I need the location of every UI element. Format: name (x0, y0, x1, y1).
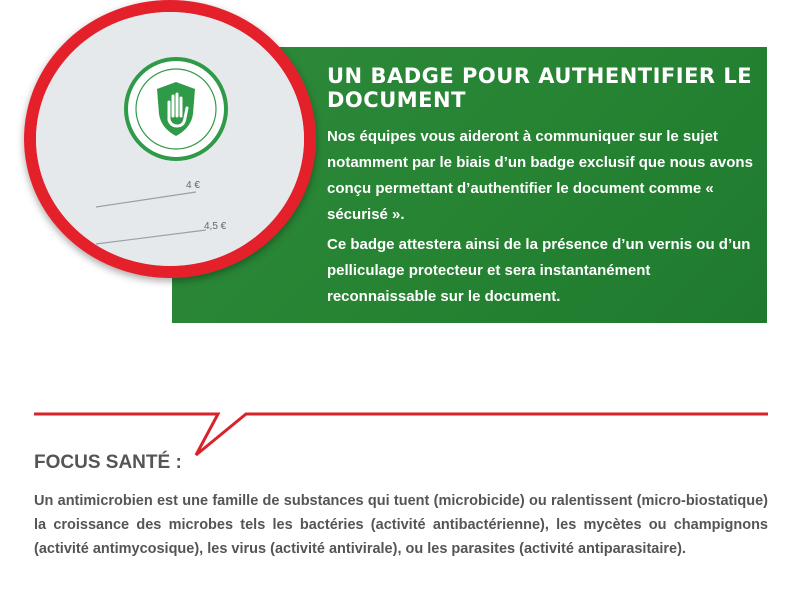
badge-paragraph-1: Nos équipes vous aideront à communiquer sur le sujet notamment par le biais d’un badge exclusif que nous avons conçu permettant d’authentifier le document comme « sécurisé ». (327, 128, 753, 223)
badge-section-title: UN BADGE POUR AUTHENTIFIER LE DOCUMENT (327, 64, 753, 112)
photo-price-2: 4,5 € (204, 221, 227, 232)
focus-sante-text: Un antimicrobien est une famille de substances qui tuent (microbicide) ou ralentissent (micro-biostatique) la croissance des microbes tels les bactéries (activité antibactérienne), les mycètes ou champignons (activité antimycosique), les virus (activité antivirale), ou les parasites (activité antiparasitaire). (34, 493, 768, 557)
badge-paragraph-2: Ce badge attestera ainsi de la présence d’un vernis ou d’un pelliculage protecteur et sera instantanément reconnaissable sur le document. (327, 236, 751, 305)
focus-sante-title: FOCUS SANTÉ : (34, 452, 182, 473)
photo-price-1: 4 € (186, 180, 200, 191)
